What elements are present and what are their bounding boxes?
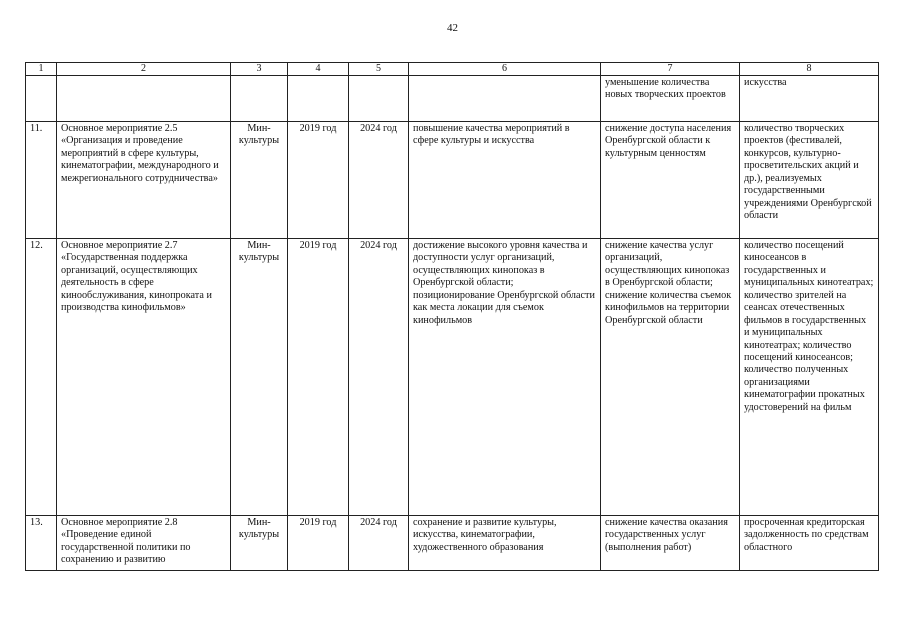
cell-empty (288, 76, 349, 122)
column-number: 4 (288, 63, 349, 76)
cell-result: сохранение и развитие культуры, искусства, кинематографии, художественного образования (409, 516, 601, 571)
cell-empty (57, 76, 231, 122)
cell-start-year: 2019 год (288, 122, 349, 239)
cell-empty (231, 76, 288, 122)
cell-indicators: просроченная кредиторская задолженность по средствам областного (740, 516, 879, 571)
cell-end-year: 2024 год (349, 122, 409, 239)
cell-result: достижение высокого уровня качества и доступности услуг организаций, осуществляющих кинопоказ в Оренбургской области; позиционирование Оренбургской области как места локации для съемок кинофильмов (409, 239, 601, 516)
cell-end-year: 2024 год (349, 516, 409, 571)
cell-empty (349, 76, 409, 122)
cell-indicators: количество творческих проектов (фестивалей, конкурсов, культурно-просветительских акций и др.), реализуемых государственными учреждениями Оренбургской области (740, 122, 879, 239)
cell-row-number: 13. (26, 516, 57, 571)
cell-end-year: 2024 год (349, 239, 409, 516)
measures-table (25, 62, 879, 571)
cell-executor: Мин-культуры (231, 516, 288, 571)
table-row (26, 239, 879, 516)
cell-row-number: 11. (26, 122, 57, 239)
cell-empty (26, 76, 57, 122)
cell-indicators: количество посещений киносеансов в государственных и муниципальных кинотеатрах; количество зрителей на сеансах отечественных фильмов в государственных и муниципальных кинотеатрах; количество посещений киносеансов; количество полученных организациями кинематографии прокатных удостоверений на фильм (740, 239, 879, 516)
cell-consequences: снижение доступа населения Оренбургской области к культурным ценностям (601, 122, 740, 239)
column-number: 6 (409, 63, 601, 76)
column-number-row (26, 63, 879, 76)
cell-executor: Мин-культуры (231, 239, 288, 516)
column-number: 7 (601, 63, 740, 76)
cell-result: повышение качества мероприятий в сфере культуры и искусства (409, 122, 601, 239)
cell-consequences: уменьшение количества новых творческих проектов (601, 76, 740, 122)
cell-consequences: снижение качества услуг организаций, осуществляющих кинопоказ в Оренбургской области; снижение количества съемок кинофильмов на территории Оренбургской области (601, 239, 740, 516)
cell-start-year: 2019 год (288, 239, 349, 516)
table-row (26, 122, 879, 239)
cell-measure: Основное мероприятие 2.8 «Проведение единой государственной политики по сохранению и развитию (57, 516, 231, 571)
column-number: 1 (26, 63, 57, 76)
cell-consequences: снижение качества оказания государственных услуг (выполнения работ) (601, 516, 740, 571)
column-number: 2 (57, 63, 231, 76)
column-number: 3 (231, 63, 288, 76)
column-number: 8 (740, 63, 879, 76)
cell-measure: Основное мероприятие 2.5 «Организация и проведение мероприятий в сфере культуры, кинематографии, международного и межрегионального сотрудничества» (57, 122, 231, 239)
cell-executor: Мин-культуры (231, 122, 288, 239)
cell-empty (409, 76, 601, 122)
cell-indicators: искусства (740, 76, 879, 122)
cell-row-number: 12. (26, 239, 57, 516)
cell-measure: Основное мероприятие 2.7 «Государственная поддержка организаций, осуществляющих деятельность в сфере кинообслуживания, кинопроката и производства кинофильмов» (57, 239, 231, 516)
column-number: 5 (349, 63, 409, 76)
table-row-continuation (26, 76, 879, 122)
cell-start-year: 2019 год (288, 516, 349, 571)
page-number: 42 (447, 22, 458, 34)
table-row (26, 516, 879, 571)
